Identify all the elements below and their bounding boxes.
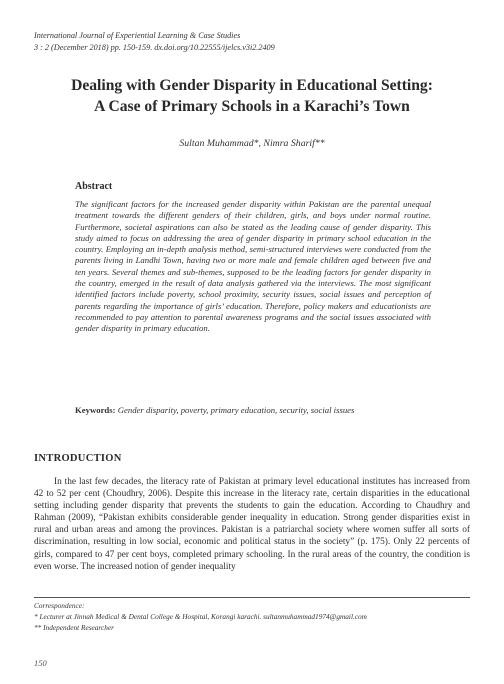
journal-citation: 3 : 2 (December 2018) pp. 150-159. dx.doi.org/10.22555/ijelcs.v3i2.2409: [34, 43, 275, 52]
section-heading-introduction: INTRODUCTION: [34, 453, 122, 464]
keywords: [75, 405, 431, 415]
introduction-paragraph: In the last few decades, the literacy rate of Pakistan at primary level educational institutes has increased from 42 to 52 per cent (Choudhry, 2006). Despite this increase in the literacy rate, certain disparities in the educational setting including gender disparity that prevents the students to gain the education. According to Chaudhry and Rahman (2009), “Pakistan exhibits considerable gender inequality in education. Strong gender disparities exist in rural and urban areas and among the provinces. Pakistan is a patriarchal society where women suffer all sorts of discrimination, resulting in low social, economic and political status in the society” (p. 175). Only 22 percents of girls, compared to 47 per cent boys, completed primary schooling. In the rural areas of the country, the condition is even worse. The increased notion of gender inequality: [34, 477, 470, 572]
authors: Sultan Muhammad*, Nimra Sharif**: [179, 138, 325, 149]
keywords-text: Gender disparity, poverty, primary education, security, social issues: [117, 405, 355, 415]
journal-name: International Journal of Experiential Learning & Case Studies: [34, 31, 241, 40]
journal-header: [34, 30, 275, 54]
abstract-heading: Abstract: [75, 181, 113, 192]
footnote-divider: [34, 597, 470, 598]
page-number: 150: [34, 658, 47, 668]
footnotes: [34, 600, 367, 633]
abstract-text: The significant factors for the increased gender disparity within Pakistan are the parental unequal treatment towards the different genders of their children, girls, and boys under normal routine. Furthermore, societal aspirations can also be stated as the leading cause of gender disparity. This study aimed to focus on addressing the area of gender disparity in primary school education in the country. Employing an in-depth analysis method, semi-structured interviews were conducted from the parents living in Landhi Town, having two or more male and female children aged between five and ten years. Several themes and sub-themes, supposed to be the leading factors for gender disparity in the country, emerged in the result of data analysis gathered via the interviews. The most significant identified factors include poverty, school proximity, security issues, social issues and perception of parents regarding the importance of girls’ education. Therefore, policy makers and educationists are recommended to pay attention to parental awareness programs and the social issues associated with gender disparity in primary education.: [75, 199, 431, 334]
footnote-correspondence: Correspondence:: [34, 601, 85, 610]
footnote-1: * Lecturer at Jinnah Medical & Dental College & Hospital, Korangi karachi. sultanmuhammad1974@gmail.com: [34, 612, 367, 621]
keywords-label: Keywords:: [75, 405, 116, 415]
footnote-2: ** Independent Researcher: [34, 623, 114, 632]
paper-title: [34, 75, 470, 117]
paper-title-line-2: A Case of Primary Schools in a Karachi’s Town: [94, 98, 410, 115]
paper-title-line-1: Dealing with Gender Disparity in Educational Setting:: [71, 77, 433, 94]
